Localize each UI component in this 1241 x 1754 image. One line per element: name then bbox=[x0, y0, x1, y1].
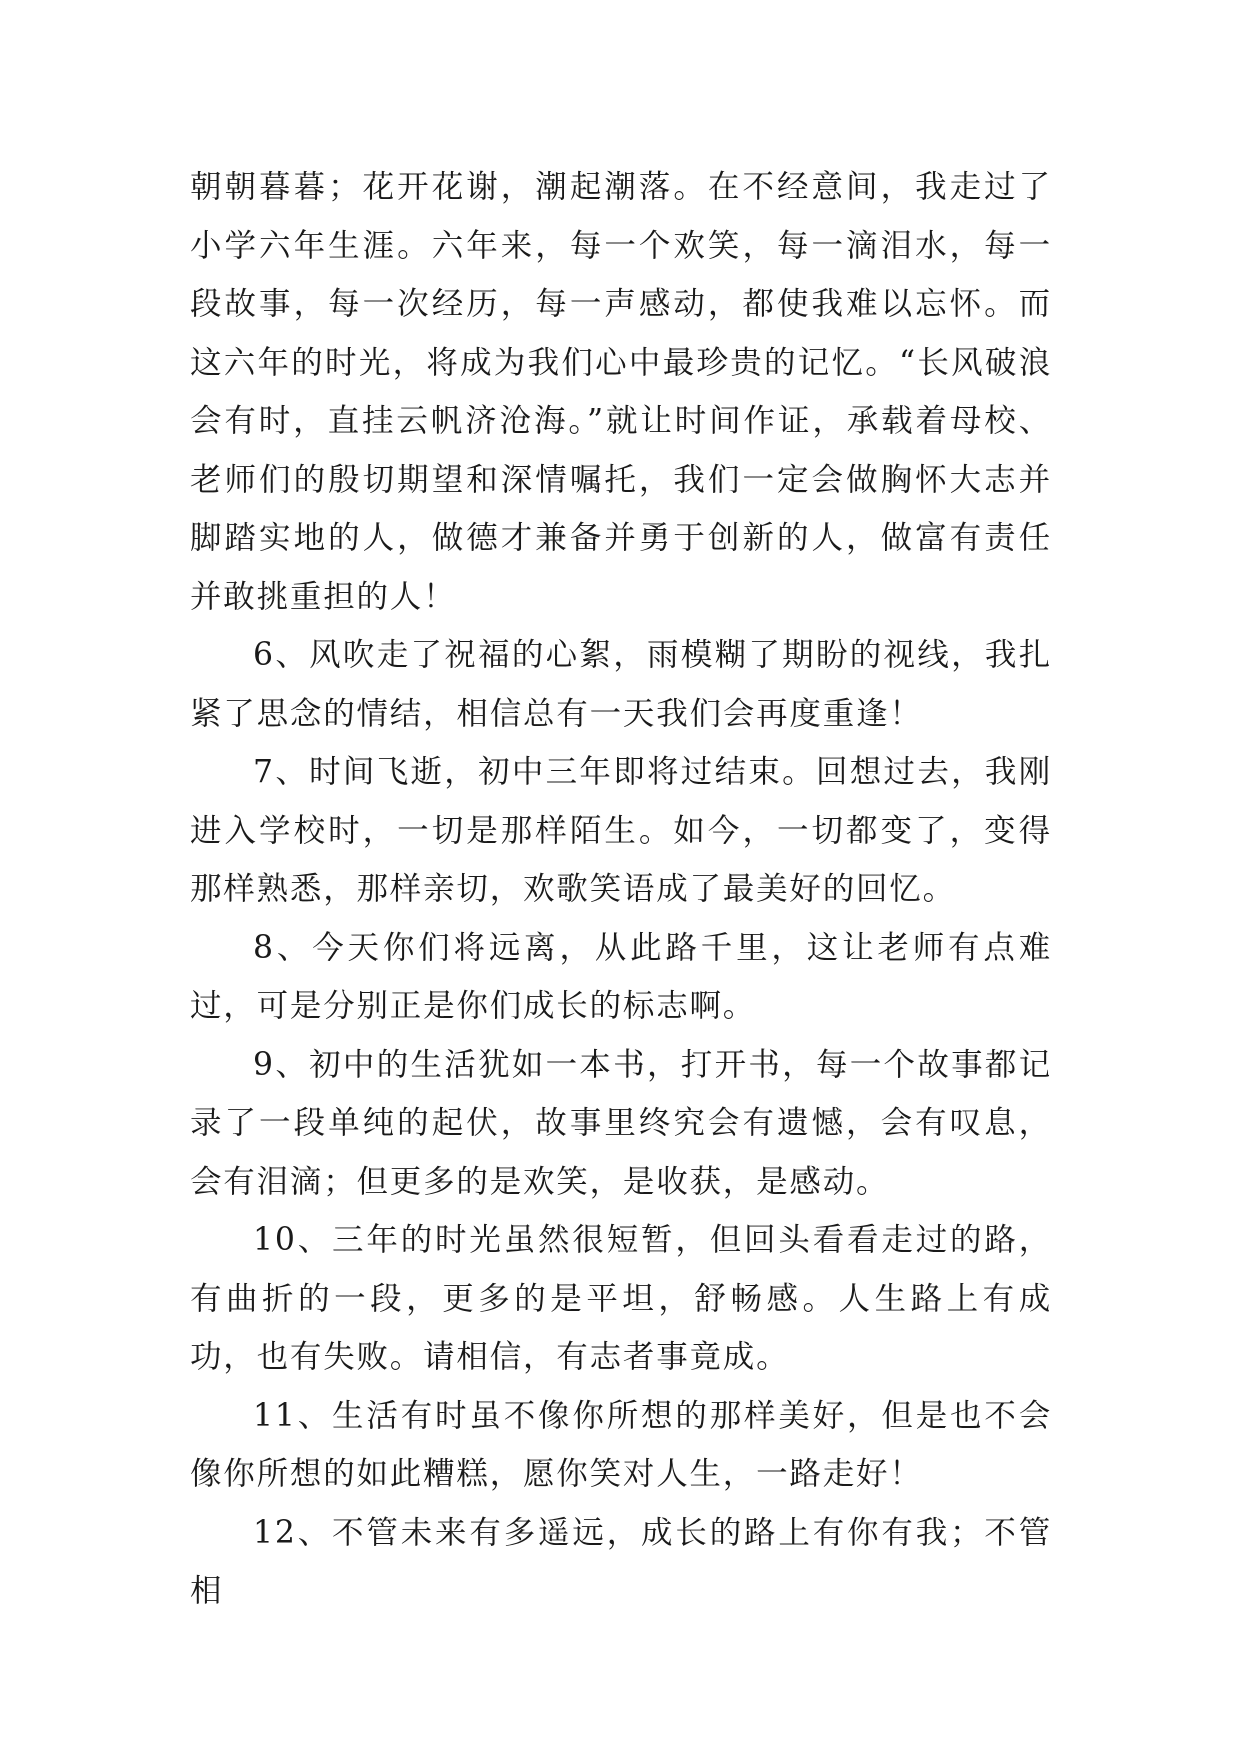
paragraph-12: 12、不管未来有多遥远，成长的路上有你有我；不管相 bbox=[190, 1514, 1052, 1609]
paragraph-9: 9、初中的生活犹如一本书，打开书，每一个故事都记录了一段单纯的起伏，故事里终究会有遗憾，会有叹息，会有泪滴；但更多的是欢笑，是收获，是感动。 bbox=[190, 1046, 1052, 1200]
paragraph-10: 10、三年的时光虽然很短暂，但回头看看走过的路，有曲折的一段，更多的是平坦，舒畅感。人生路上有成功，也有失败。请相信，有志者事竟成。 bbox=[190, 1222, 1052, 1375]
paragraph-1: 朝朝暮暮；花开花谢，潮起潮落。在不经意间，我走过了小学六年生涯。六年来，每一个欢笑，每一滴泪水，每一段故事，每一次经历，每一声感动，都使我难以忘怀。而这六年的时光，将成为我们心中最珍贵的记忆。“长风破浪会有时，直挂云帆济沧海。”就让时间作证，承载着母校、老师们的殷切期望和深情嘱托，我们一定会做胸怀大志并脚踏实地的人，做德才兼备并勇于创新的人，做富有责任并敢挑重担的人！ bbox=[190, 169, 1052, 615]
paragraph-6: 6、风吹走了祝福的心絮，雨模糊了期盼的视线，我扎紧了思念的情结，相信总有一天我们会再度重逢！ bbox=[190, 637, 1052, 732]
document-body bbox=[190, 158, 1052, 1621]
paragraph-8: 8、今天你们将远离，从此路千里，这让老师有点难过，可是分别正是你们成长的标志啊。 bbox=[190, 929, 1052, 1024]
paragraph-11: 11、生活有时虽不像你所想的那样美好，但是也不会像你所想的如此糟糕，愿你笑对人生，一路走好！ bbox=[190, 1397, 1052, 1492]
paragraph-7: 7、时间飞逝，初中三年即将过结束。回想过去，我刚进入学校时，一切是那样陌生。如今，一切都变了，变得那样熟悉，那样亲切，欢歌笑语成了最美好的回忆。 bbox=[190, 754, 1052, 907]
